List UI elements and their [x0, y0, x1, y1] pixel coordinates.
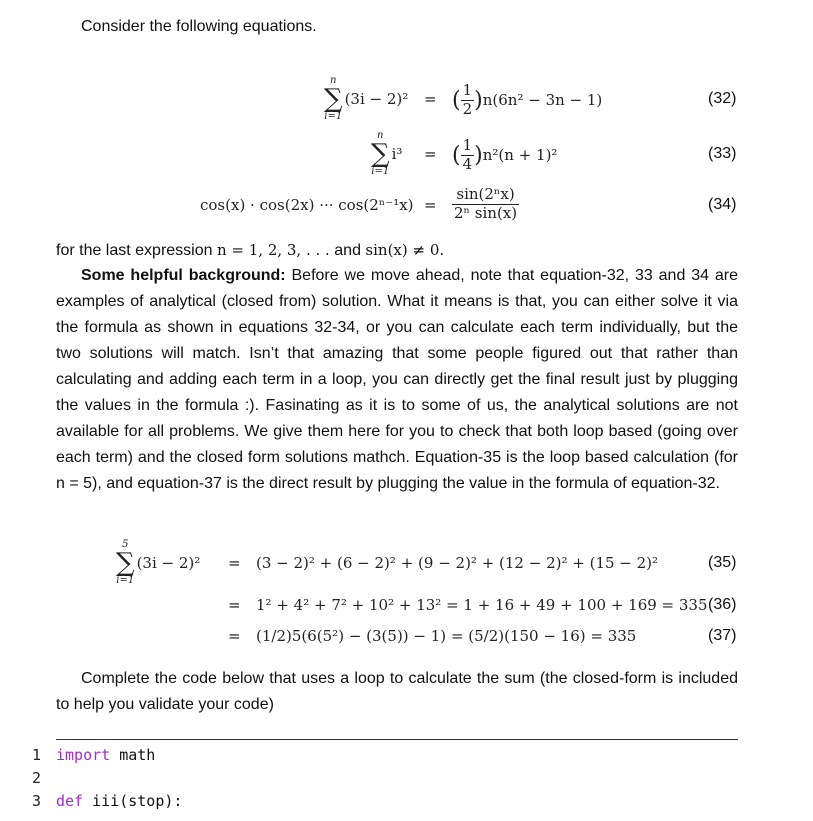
equation-34-lhs: cos(x) · cos(2x) ··· cos(2ⁿ⁻¹x) — [200, 196, 414, 214]
code-listing — [32, 744, 182, 813]
background-heading: Some helpful background: — [81, 267, 286, 284]
equals-sign: = — [424, 90, 437, 108]
code-line: 3 def iii(stop): — [32, 792, 183, 810]
intro-text: Consider the following equations. — [81, 18, 317, 35]
equation-33-rhs: ( $\frac{1}{4}$ ) n²(n + 1)² — [452, 136, 558, 173]
background-paragraph: Some helpful background: Before we move ahead, note that equation-32, 33 and 34 are examples of analytical (closed from) solution. What it means is that, you can either solve it via the formula as shown in equations 32-34, or you can calculate each term individually, but the two solutions will match. Isn’t that amazing that some people figured out that rather than calculating and adding each term in a loop, you can directly get the final result just by plugging the values in the formula :). Fasinating as it is to some of us, the analytical solutions are not available for all problems. We give them here for you to check that both loop based (going over each term) and the closed form solutions mathch. Equation-35 is the loop based calculation (for n = 5), and equation-37 is the direct result by plugging the value in the formula of equation-32. — [56, 267, 738, 492]
equation-32-rhs: ( $\frac{1}{2}$ ) n(6n² − 3n − 1) — [452, 81, 603, 118]
equation-37-rhs: (1/2)5(6(5²) − (3(5)) − 1) = (5/2)(150 − 16) = 335 — [256, 627, 637, 645]
summation-symbol: n ∑ i=1 — [371, 130, 390, 177]
equation-35-rhs: (3 − 2)² + (6 − 2)² + (9 − 2)² + (12 − 2)² + (15 − 2)² — [256, 554, 659, 572]
summation-symbol: n ∑ i=1 — [324, 75, 343, 122]
equals-sign: = — [228, 627, 241, 645]
equation-36-rhs: 1² + 4² + 7² + 10² + 13² = 1 + 16 + 49 + 100 + 169 = 335 — [256, 596, 708, 614]
code-line: 1 import math — [32, 746, 156, 764]
equation-35-lhs: 5 ∑ i=1 (3i − 2)² — [116, 539, 201, 586]
equation-number-35: (35) — [708, 554, 737, 571]
condition-text: for the last expression n = 1, 2, 3, . . . and sin(x) ≠ 0. — [56, 241, 445, 259]
equation-number-34: (34) — [708, 196, 737, 213]
code-line: 2 — [32, 769, 42, 787]
instruction-text: Complete the code below that uses a loop to calculate the sum (the closed-form is included to help you validate your code) — [56, 670, 738, 713]
summation-symbol: 5 ∑ i=1 — [116, 539, 135, 586]
equation-34-rhs: $\frac{\text{sin(2ⁿx)}}{\text{2ⁿ sin(x)}}$ — [454, 185, 518, 222]
equation-number-32: (32) — [708, 90, 737, 107]
code-block-top-rule — [56, 739, 738, 740]
equation-number-37: (37) — [708, 627, 737, 644]
equation-32-lhs: n ∑ i=1 (3i − 2)² — [324, 75, 409, 122]
equation-number-36: (36) — [708, 596, 737, 613]
equation-33-lhs: n ∑ i=1 i³ — [371, 130, 403, 177]
equation-number-33: (33) — [708, 145, 737, 162]
equals-sign: = — [228, 596, 241, 614]
equals-sign: = — [228, 554, 241, 572]
equals-sign: = — [424, 145, 437, 163]
equals-sign: = — [424, 196, 437, 214]
